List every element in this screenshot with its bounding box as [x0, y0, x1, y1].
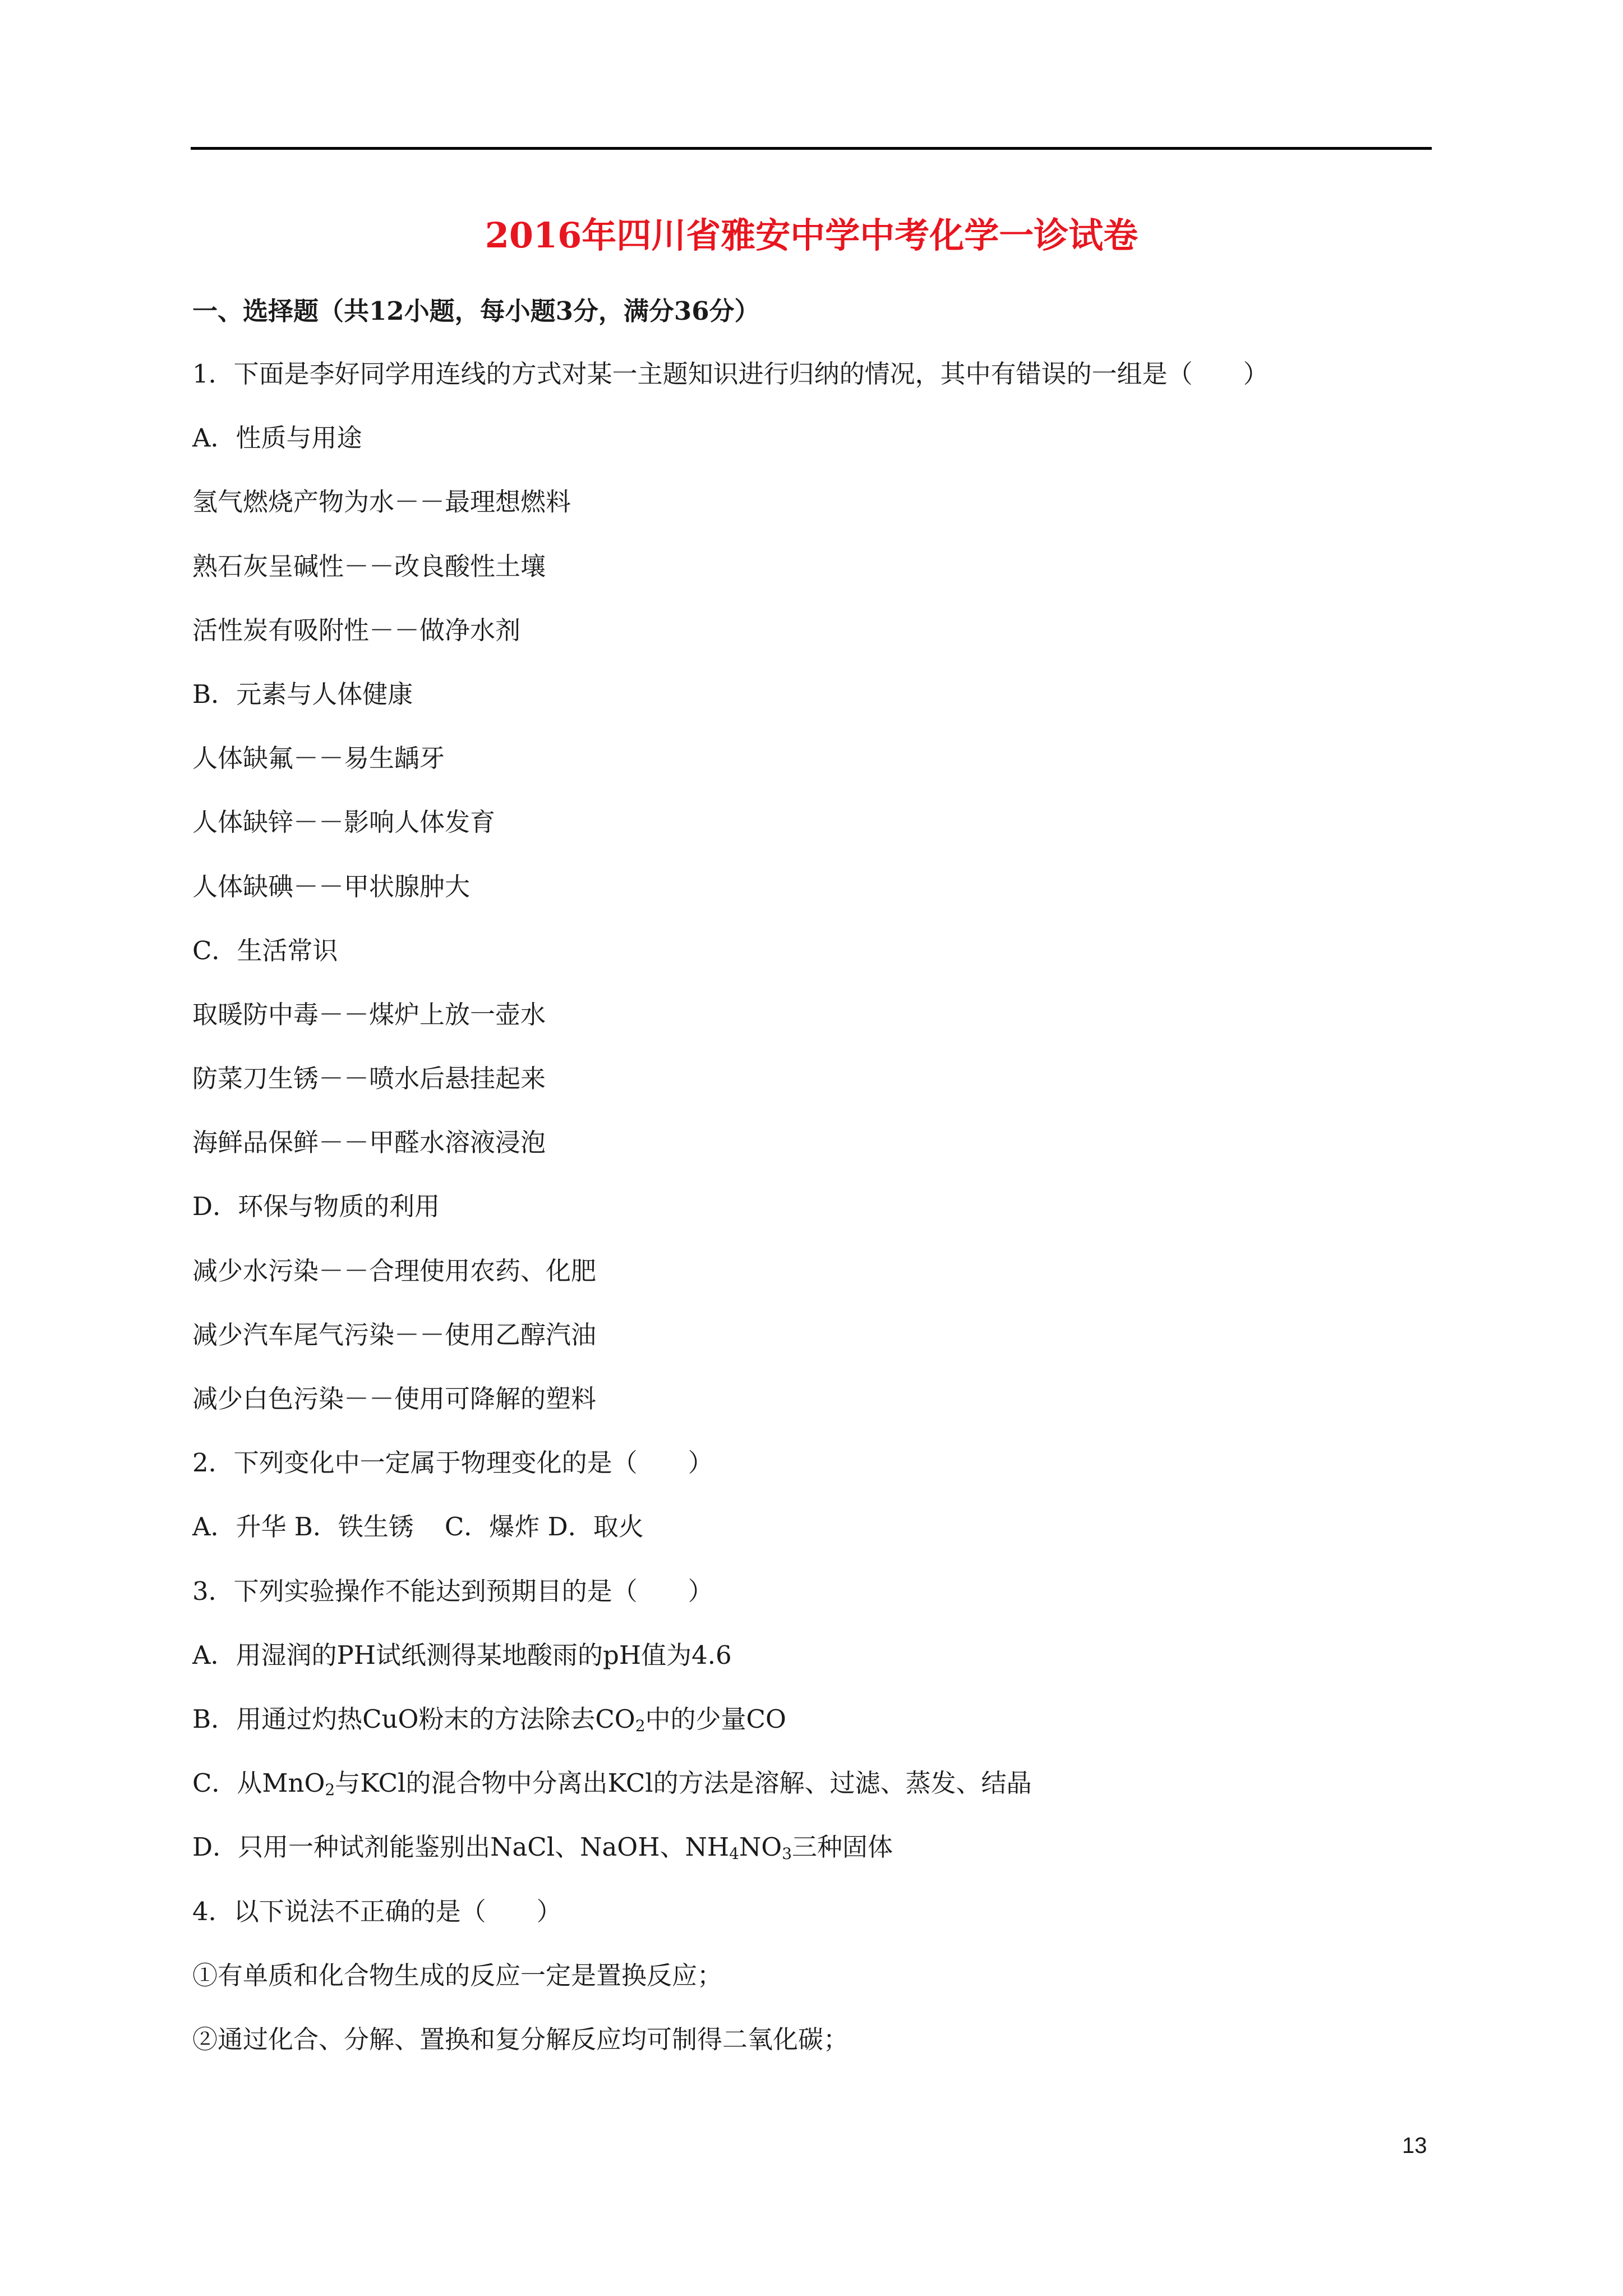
q3-option-b-text: B．用通过灼热CuO粉末的方法除去CO [192, 1704, 635, 1734]
q3-option-c-text: C．从MnO [192, 1768, 325, 1798]
q1-option-a-item-2: 熟石灰呈碱性－－改良酸性土壤 [192, 551, 546, 581]
q1-option-a-item-1: 氢气燃烧产物为水－－最理想燃料 [192, 487, 571, 517]
q3-option-b [192, 1700, 1449, 1764]
subscript: 4 [729, 1844, 739, 1864]
subscript: 3 [782, 1844, 792, 1864]
q3-option-d-text-end: 三种固体 [792, 1832, 893, 1862]
q1-option-d-label: D．环保与物质的利用 [192, 1191, 440, 1222]
header-rule [191, 147, 1432, 150]
q1-option-d-item-2: 减少汽车尾气污染－－使用乙醇汽油 [192, 1319, 597, 1350]
q1-option-c-item-2: 防菜刀生锈－－喷水后悬挂起来 [192, 1064, 546, 1094]
q2-options [192, 1507, 1449, 1571]
section-heading: 一、选择题（共12小题，每小题3分，满分36分） [192, 296, 760, 326]
q3-option-d-text: D．只用一种试剂能鉴别出NaCl、NaOH、NH [192, 1832, 730, 1862]
page-number: 13 [1402, 2133, 1427, 2158]
q1-option-a-item-3: 活性炭有吸附性－－做净水剂 [192, 615, 521, 645]
q3-option-c [192, 1764, 1449, 1828]
question-2-stem: 2．下列变化中一定属于物理变化的是（ ） [192, 1448, 713, 1478]
question-3-stem: 3．下列实验操作不能达到预期目的是（ ） [192, 1576, 713, 1606]
q1-option-d-item-3: 减少白色污染－－使用可降解的塑料 [192, 1384, 597, 1414]
q3-option-d [192, 1828, 1449, 1892]
q3-option-a: A．用湿润的PH试纸测得某地酸雨的pH值为4.6 [192, 1640, 732, 1670]
exam-title: 2016年四川省雅安中学中考化学一诊试卷 [485, 215, 1138, 256]
q1-option-a-label: A．性质与用途 [192, 423, 362, 453]
q1-option-c-item-1: 取暖防中毒－－煤炉上放一壶水 [192, 999, 546, 1029]
question-1-stem: 1．下面是李好同学用连线的方式对某一主题知识进行归纳的情况，其中有错误的一组是（ ） [192, 359, 1269, 389]
q4-statement-2: ②通过化合、分解、置换和复分解反应均可制得二氧化碳； [192, 2024, 849, 2054]
q1-option-b-label: B．元素与人体健康 [192, 679, 413, 709]
subscript: 2 [635, 1716, 645, 1735]
q1-option-d-item-1: 减少水污染－－合理使用农药、化肥 [192, 1255, 597, 1286]
q1-option-b-item-2: 人体缺锌－－影响人体发育 [192, 807, 496, 838]
question-list [192, 355, 1449, 2084]
q1-option-b-item-1: 人体缺氟－－易生龋牙 [192, 743, 445, 774]
question-4-stem: 4．以下说法不正确的是（ ） [192, 1896, 562, 1926]
q1-option-c-item-3: 海鲜品保鲜－－甲醛水溶液浸泡 [192, 1128, 546, 1158]
q3-option-b-text-end: 中的少量CO [645, 1704, 786, 1734]
q3-option-d-text-mid: NO [739, 1832, 782, 1862]
subscript: 2 [325, 1780, 335, 1800]
q2-options-cd: C．爆炸 D．取火 [444, 1512, 644, 1542]
q1-option-c-label: C．生活常识 [192, 935, 338, 965]
q4-statement-1: ①有单质和化合物生成的反应一定是置换反应； [192, 1960, 723, 1990]
q3-option-c-text-end: 与KCl的混合物中分离出KCl的方法是溶解、过滤、蒸发、结晶 [335, 1768, 1032, 1798]
q2-options-ab: A．升华 B．铁生锈 [192, 1512, 414, 1542]
q1-option-b-item-3: 人体缺碘－－甲状腺肿大 [192, 871, 471, 901]
